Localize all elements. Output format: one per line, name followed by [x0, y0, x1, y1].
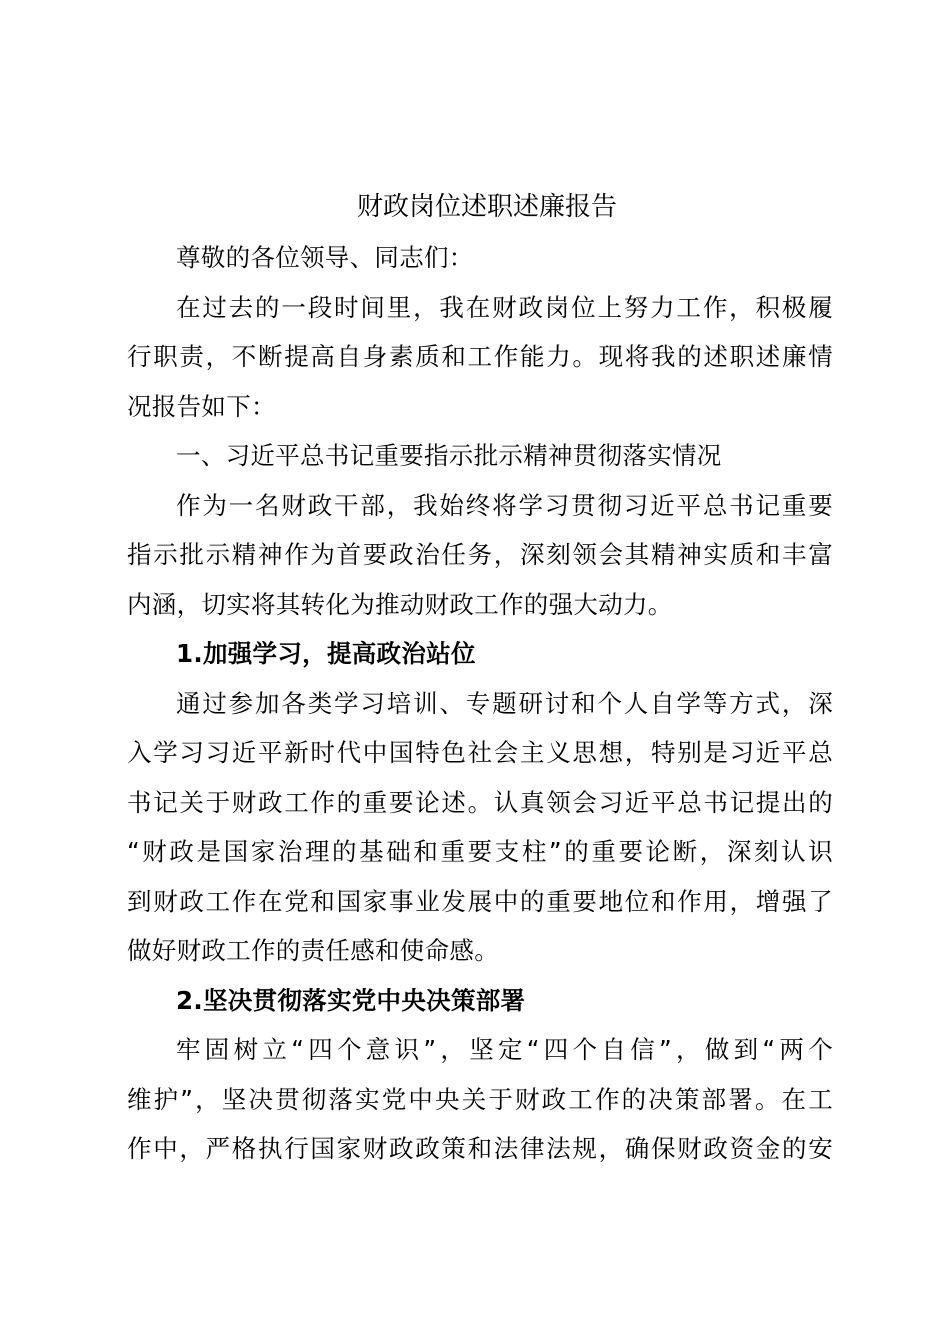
text-line: 维护”，坚决贯彻落实党中央关于财政工作的决策部署。在工	[127, 1084, 833, 1114]
subsection-2-paragraph	[127, 1025, 833, 1174]
subsection-heading	[127, 629, 833, 679]
subsection-2-title: 2.坚决贯彻落实党中央决策部署	[176, 985, 526, 1015]
text-line: 在过去的一段时间里，我在财政岗位上努力工作，积极履	[176, 292, 833, 322]
salutation-line: 尊敬的各位领导、同志们：	[176, 243, 474, 272]
subsection-1-title: 1.加强学习，提高政治站位	[176, 639, 476, 668]
section-1-title: 一、习近平总书记重要指示批示精神贯彻落实情况	[176, 441, 722, 470]
salutation	[127, 233, 833, 283]
text-line: 作中，严格执行国家财政政策和法律法规，确保财政资金的安	[127, 1134, 833, 1163]
text-line: 做好财政工作的责任感和使命感。	[127, 936, 499, 965]
text-line: “财政是国家治理的基础和重要支柱”的重要论断，深刻认识	[127, 837, 833, 866]
text-line: 通过参加各类学习培训、专题研讨和个人自学等方式，深	[176, 688, 833, 718]
section-1-paragraph	[127, 481, 833, 630]
intro-paragraph	[127, 283, 833, 432]
text-line: 作为一名财政干部，我始终将学习贯彻习近平总书记重要	[176, 490, 833, 520]
subsection-1-paragraph	[127, 679, 833, 976]
text-line: 指示批示精神作为首要政治任务，深刻领会其精神实质和丰富	[127, 540, 833, 569]
text-line: 行职责，不断提高自身素质和工作能力。现将我的述职述廉情	[127, 342, 833, 371]
text-line: 到财政工作在党和国家事业发展中的重要地位和作用，增强了	[127, 886, 833, 916]
document-title: 财政岗位述职述廉报告	[356, 192, 617, 222]
text-line: 牢固树立“四个意识”，坚定“四个自信”，做到“两个	[176, 1035, 833, 1064]
text-line: 况报告如下：	[127, 391, 276, 421]
document-page	[127, 183, 833, 1174]
text-line: 书记关于财政工作的重要论述。认真领会习近平总书记提出的	[127, 787, 833, 817]
subsection-heading	[127, 976, 833, 1026]
text-line: 入学习习近平新时代中国特色社会主义思想，特别是习近平总	[127, 738, 833, 767]
text-line: 内涵，切实将其转化为推动财政工作的强大动力。	[127, 589, 673, 619]
section-heading	[127, 431, 833, 481]
